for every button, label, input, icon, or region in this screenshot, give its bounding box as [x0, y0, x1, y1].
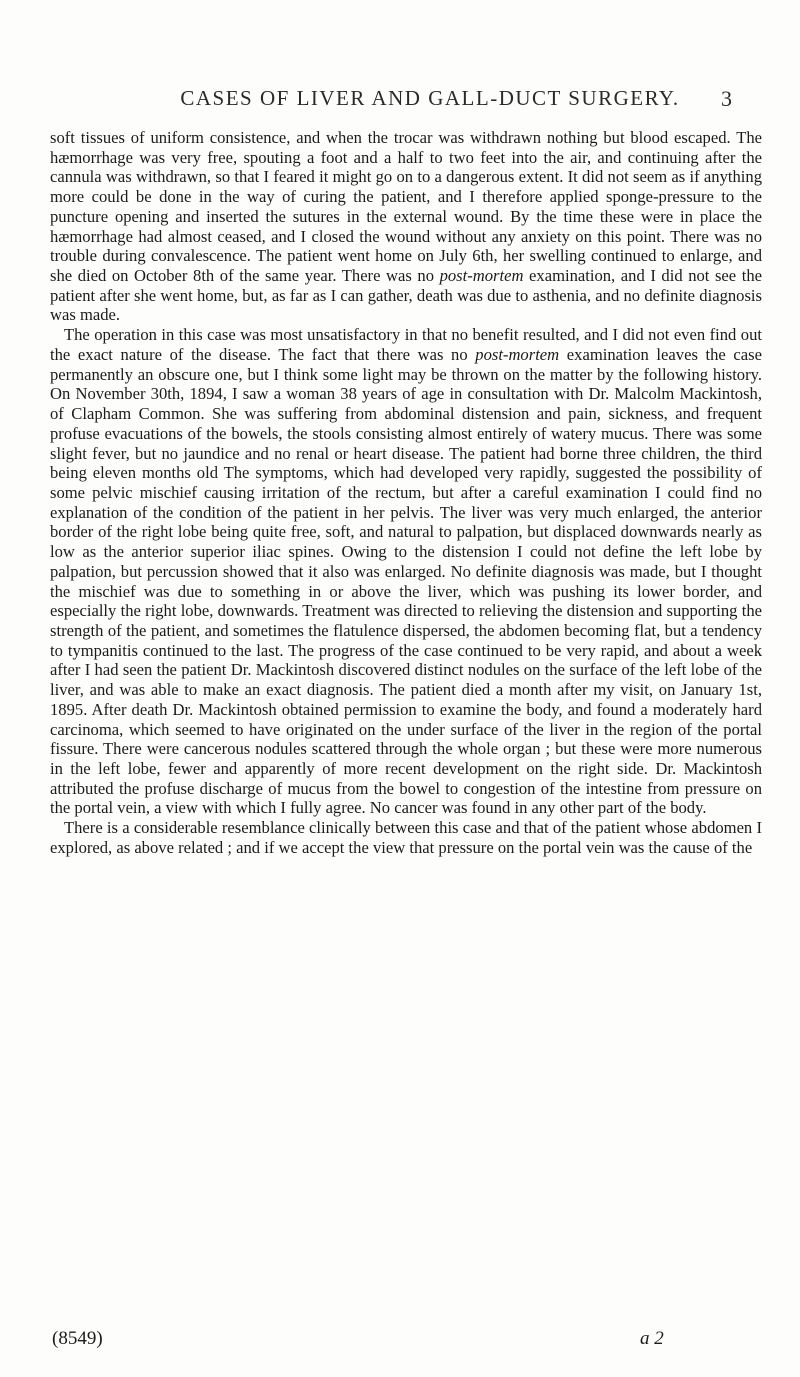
body-text — [50, 128, 762, 858]
paragraph — [50, 325, 762, 818]
text-run: soft tissues of uniform consistence, and when the trocar was withdrawn nothing but blood escaped. The hæmorrhage was very free, spouting a foot and a half to two feet into the air, and continuing after the cannula was withdrawn, so that I feared it might go on to a dangerous extent. It did not seem as if anything more could be done in the way of curing the patient, and I therefore applied sponge-pressure to the puncture opening and inserted the sutures in the external wound. By the time these were in place the hæmorrhage had almost ceased, and I closed the wound without any anxiety on this point. There was no trouble during convalescence. The patient went home on July 6th, her swelling continued to enlarge, and she died on October 8th of the same year. There was no — [50, 128, 762, 286]
italic-term: post-mortem — [475, 344, 560, 364]
text-run: There is a considerable resemblance clinically between this case and that of the patient whose abdomen I explored, as above related ; and if we accept the view that pressure on the portal vein was the cause of the — [50, 818, 762, 857]
signature-mark: a 2 — [640, 1328, 664, 1349]
running-title: CASES OF LIVER AND GALL-DUCT SURGERY. — [180, 86, 680, 110]
running-head — [0, 86, 800, 116]
italic-term: post-mortem — [439, 266, 524, 286]
paragraph — [50, 818, 762, 857]
printer-code: (8549) — [52, 1328, 103, 1349]
page-footer — [0, 1328, 800, 1354]
paragraph — [50, 128, 762, 325]
page-number: 3 — [721, 86, 732, 111]
text-run: The operation in this case was most unsatisfactory in that no benefit resulted, and I did not even find out the exact nature of the disease. The fact that there was no — [50, 325, 762, 364]
text-run: examination leaves the case permanently an obscure one, but I think some light may be thrown on the matter by the following history. On November 30th, 1894, I saw a woman 38 years of age in consultation with Dr. Malcolm Mackintosh, of Clapham Common. She was suffering from abdominal distension and pain, sickness, and frequent profuse evacuations of the bowels, the stools consisting almost entirely of watery mucus. There was some slight fever, but no jaundice and no renal or heart disease. The patient had borne three children, the third being eleven months old The symptoms, which had developed very rapidly, suggested the possibility of some pelvic mischief causing irritation of the rectum, but after a careful examination I could find no explanation of the condition of the patient in her pelvis. The liver was very much enlarged, the anterior border of the right lobe being quite free, soft, and natural to palpation, but displaced downwards nearly as low as the anterior superior iliac spines. Owing to the distension I could not define the left lobe by palpation, but percussion showed that it also was enlarged. No definite diagnosis was made, but I thought the mischief was due to something in or above the liver, which was pushing its lower border, and especially the right lobe, downwards. Treatment was directed to relieving the distension and supporting the strength of the patient, and sometimes the flatulence dispersed, the abdomen becoming flat, but a tendency to tympanitis continued to the last. The progress of the case continued to be very rapid, and about a week after I had seen the patient Dr. Mackintosh discovered distinct nodules on the surface of the left lobe of the liver, and was able to make an exact diagnosis. The patient died a month after my visit, on January 1st, 1895. After death Dr. Mackintosh obtained permission to examine the body, and found a moderately hard carcinoma, which seemed to have originated on the under surface of the liver in the region of the portal fissure. There were cancerous nodules scattered through the whole organ ; but these were more numerous in the left lobe, fewer and apparently of more recent development on the right side. Dr. Mackintosh attributed the profuse discharge of mucus from the bowel to congestion of the intestine from pressure on the portal vein, a view with which I fully agree. No cancer was found in any other part of the body. — [50, 344, 762, 818]
text-run: examination, and I did not see the patient after she went home, but, as far as I can gather, death was due to asthenia, and no definite diagnosis was made. — [50, 266, 763, 325]
